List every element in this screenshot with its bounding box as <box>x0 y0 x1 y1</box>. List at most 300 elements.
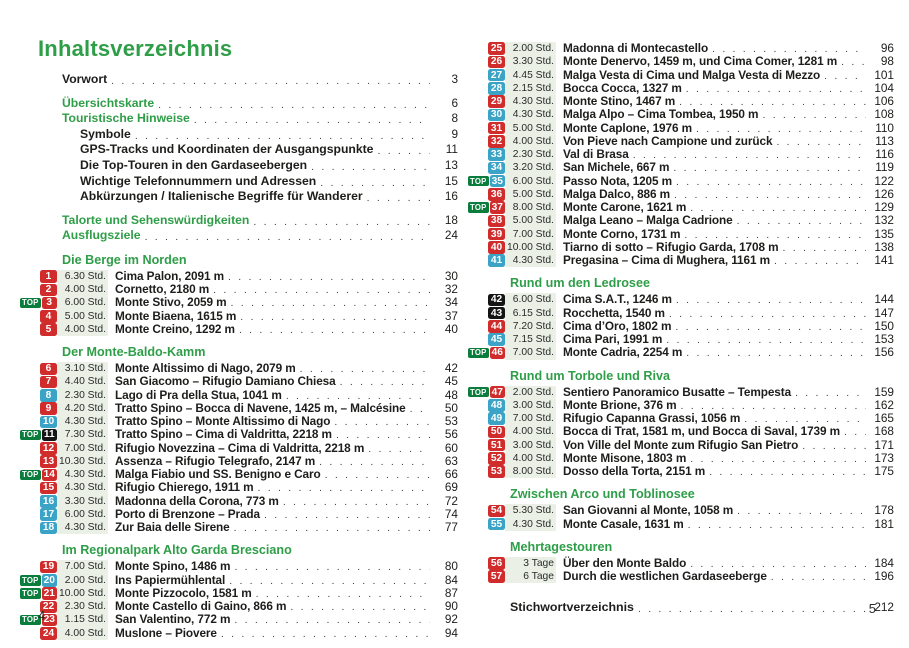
tour-title: Val di Brasa <box>563 147 629 161</box>
tour-duration: 4.30 Std. <box>57 481 108 494</box>
badge-gutter <box>20 389 57 402</box>
tour-entry <box>468 504 894 517</box>
tour-entry <box>468 201 894 214</box>
badge-gutter <box>20 442 57 455</box>
dot-leader <box>795 387 866 400</box>
tour-duration: 2.30 Std. <box>57 600 108 613</box>
tour-entry <box>20 508 458 521</box>
tour-page-number: 178 <box>874 503 894 518</box>
tour-title: San Valentino, 772 m <box>115 612 231 627</box>
tour-page-number: 60 <box>444 440 458 455</box>
tour-title: San Michele, 667 m <box>563 160 670 175</box>
tour-page-number: 74 <box>444 506 458 521</box>
tour-title: Monte Altissimo di Nago, 2079 m <box>115 361 296 376</box>
dot-leader <box>253 215 430 230</box>
badge-gutter <box>468 557 505 570</box>
top-badge: TOP <box>22 575 39 585</box>
dot-leader <box>283 496 430 509</box>
dot-leader <box>290 601 430 614</box>
tour-page-number: 98 <box>880 54 894 69</box>
tour-entry <box>468 148 894 161</box>
tour-entry <box>20 270 458 283</box>
tour-page-number: 45 <box>444 374 458 389</box>
dot-leader <box>264 509 430 522</box>
dot-leader <box>300 363 430 376</box>
dot-leader <box>680 400 866 413</box>
tour-number-badge: 54 <box>488 505 505 518</box>
tour-entry <box>20 627 458 640</box>
tour-title: Monte Casale, 1631 m <box>563 516 684 531</box>
tour-number-badge: 22 <box>40 601 57 614</box>
tour-title: Malga Dalco, 886 m <box>563 186 671 201</box>
tour-page-number: 184 <box>874 555 894 570</box>
tour-entry <box>468 55 894 68</box>
tour-number-badge: 17 <box>40 508 57 521</box>
dot-leader <box>774 255 866 268</box>
tour-number-badge: 1 <box>40 270 57 283</box>
tour-duration: 4.30 Std. <box>57 415 108 428</box>
tour-title: Rifugio Chierego, 1911 m <box>115 480 254 495</box>
tour-title: Dosso della Torta, 2151 m <box>563 464 706 478</box>
tour-number-badge: 18 <box>40 522 57 535</box>
badge-gutter <box>468 175 505 188</box>
tour-title: Monte Corno, 1731 m <box>563 226 681 241</box>
tour-number-badge: 27 <box>488 69 505 82</box>
tour-sections-right <box>468 42 894 583</box>
badge-gutter <box>468 162 505 175</box>
badge-gutter <box>468 95 505 108</box>
tour-entry <box>20 442 458 455</box>
dot-leader <box>367 191 430 206</box>
tour-entry <box>468 386 894 399</box>
front-matter-page-number: 3 <box>451 72 458 86</box>
badge-gutter <box>468 82 505 95</box>
tour-duration: 5.00 Std. <box>505 122 556 135</box>
tour-page-number: 69 <box>444 480 458 495</box>
tour-number-badge: 34 <box>488 162 505 175</box>
tour-page-number: 126 <box>874 186 894 201</box>
tour-duration: 4.00 Std. <box>505 452 556 465</box>
tour-duration: 4.30 Std. <box>57 521 108 534</box>
tour-number-badge: 13 <box>40 455 57 468</box>
front-matter-label: Vorwort <box>62 72 108 86</box>
dot-leader <box>221 628 430 641</box>
tour-entry <box>20 375 458 388</box>
tour-title: Monte Stivo, 2059 m <box>115 295 227 310</box>
front-matter-page-number: 24 <box>444 228 458 243</box>
tour-duration: 7.00 Std. <box>505 228 556 241</box>
section-heading: Der Monte-Baldo-Kamm <box>62 345 206 360</box>
badge-gutter <box>468 56 505 69</box>
tour-page-number: 66 <box>444 467 458 482</box>
tour-duration: 4.00 Std. <box>57 283 108 296</box>
tour-entry <box>20 362 458 375</box>
tour-title: Bocca di Trat, 1581 m, und Bocca di Saval, 1739 m <box>563 424 841 439</box>
tour-entry <box>20 389 458 402</box>
dot-leader <box>234 561 430 574</box>
tour-title: Monte Pizzocolo, 1581 m <box>115 585 252 600</box>
tour-title: Monte Spino, 1486 m <box>115 559 231 574</box>
dot-leader <box>690 558 866 571</box>
tour-page-number: 159 <box>874 384 894 399</box>
tour-number-badge: 35 <box>490 175 506 188</box>
tour-page-number: 168 <box>874 424 894 439</box>
badge-gutter <box>468 439 505 452</box>
tour-entry <box>468 412 894 425</box>
front-matter-label: Touristische Hinweise <box>62 111 190 126</box>
tour-duration: 7.00 Std. <box>57 560 108 573</box>
tour-title: Rifugio Capanna Grassi, 1056 m <box>563 411 741 425</box>
badge-gutter <box>20 402 57 415</box>
tour-duration: 7.00 Std. <box>505 412 556 425</box>
front-matter-entry <box>20 213 458 229</box>
badge-gutter <box>468 109 505 122</box>
toc-page-left <box>20 36 458 640</box>
tour-duration: 8.00 Std. <box>505 465 556 478</box>
tour-title: Cima d’Oro, 1802 m <box>563 318 672 333</box>
tour-number-badge: 16 <box>40 495 57 508</box>
top-badge: TOP <box>22 298 39 308</box>
tour-title: Monte Biaena, 1615 m <box>115 308 237 323</box>
tour-entry <box>468 135 894 148</box>
front-matter-entry <box>20 111 458 127</box>
toc-page-right <box>468 42 894 616</box>
tour-duration: 2.30 Std. <box>505 148 556 161</box>
tour-page-number: 34 <box>444 295 458 310</box>
dot-leader <box>258 482 430 495</box>
tour-title: Durch die westlichen Gardaseeberge <box>563 569 767 583</box>
tour-duration: 10.30 Std. <box>57 455 108 468</box>
tour-duration: 6.15 Std. <box>505 307 556 320</box>
badge-gutter <box>468 201 505 214</box>
badge-gutter <box>468 188 505 201</box>
tour-duration: 5.00 Std. <box>57 310 108 323</box>
tour-duration: 7.15 Std. <box>505 333 556 346</box>
dot-leader <box>135 129 430 144</box>
badge-gutter <box>468 122 505 135</box>
badge-gutter <box>20 323 57 336</box>
badge-gutter <box>468 254 505 267</box>
tour-duration: 3 Tage <box>505 557 556 570</box>
front-matter-entry <box>20 142 458 158</box>
tour-duration: 4.30 Std. <box>505 254 556 267</box>
section-heading: Die Berge im Norden <box>62 252 187 267</box>
tour-duration: 2.15 Std. <box>505 82 556 95</box>
tour-entry <box>468 346 894 359</box>
tour-page-number: 77 <box>444 520 458 535</box>
tour-number-badge: 53 <box>488 465 505 478</box>
front-matter-page-number: 16 <box>444 189 458 204</box>
right-folio: 5 <box>868 601 876 616</box>
tour-page-number: 32 <box>444 282 458 297</box>
tour-page-number: 150 <box>874 318 894 333</box>
tour-entry <box>20 310 458 323</box>
front-matter-entry <box>20 189 458 205</box>
tour-title: San Giacomo – Rifugio Damiano Chiesa <box>115 374 336 389</box>
dot-leader <box>782 242 866 255</box>
tour-number-badge: 10 <box>40 416 57 429</box>
tour-duration: 3.30 Std. <box>505 55 556 68</box>
tour-title: Madonna di Montecastello <box>563 41 709 55</box>
tour-title: Monte Stino, 1467 m <box>563 94 676 108</box>
tour-number-badge: 38 <box>488 215 505 228</box>
front-matter-label: Symbole <box>80 126 131 141</box>
tour-title: Zur Baia delle Sirene <box>115 520 230 535</box>
tour-page-number: 110 <box>875 120 894 135</box>
tour-number-badge: 24 <box>40 627 57 640</box>
tour-duration: 2.30 Std. <box>57 389 108 402</box>
front-matter-label: GPS-Tracks und Koordinaten der Ausgangspunkte <box>80 142 374 157</box>
tour-number-badge: 25 <box>488 42 505 55</box>
tour-duration: 4.00 Std. <box>57 627 108 640</box>
tour-entry <box>468 228 894 241</box>
dot-leader <box>325 469 430 482</box>
section-heading: Im Regionalpark Alto Garda Bresciano <box>62 543 292 558</box>
dot-leader <box>690 202 866 215</box>
dot-leader <box>234 614 430 627</box>
badge-gutter <box>468 505 505 518</box>
badge-gutter <box>468 69 505 82</box>
dot-leader <box>673 162 866 175</box>
dot-leader <box>319 456 430 469</box>
top-badge: TOP <box>22 588 39 598</box>
dot-leader <box>696 123 866 136</box>
tour-page-number: 116 <box>875 147 894 161</box>
badge-gutter <box>468 399 505 412</box>
tour-duration: 3.00 Std. <box>505 399 556 412</box>
tour-page-number: 132 <box>874 213 894 228</box>
badge-gutter <box>468 386 505 399</box>
tour-entry <box>20 323 458 336</box>
badge-gutter <box>20 429 57 442</box>
dot-leader <box>666 334 866 347</box>
front-matter-entry <box>20 174 458 190</box>
section-heading: Rund um Torbole und Riva <box>510 368 670 383</box>
tour-entry <box>468 161 894 174</box>
tour-page-number: 156 <box>874 345 894 360</box>
dot-leader <box>844 426 866 439</box>
tour-number-badge: 49 <box>488 412 505 425</box>
tour-entry <box>20 600 458 613</box>
front-matter-page-number: 13 <box>444 157 458 172</box>
front-matter-label: Talorte und Sehenswürdigkeiten <box>62 212 250 227</box>
tour-duration: 3.20 Std. <box>505 161 556 174</box>
tour-number-badge: 30 <box>488 109 505 122</box>
dot-leader <box>824 70 866 83</box>
tour-number-badge: 42 <box>488 294 505 307</box>
tour-title: Von Ville del Monte zum Rifugio San Pietro <box>563 437 799 452</box>
badge-gutter <box>20 574 57 587</box>
front-matter-label: Übersichtskarte <box>62 95 155 110</box>
tour-number-badge: 48 <box>488 399 505 412</box>
tour-duration: 4.45 Std. <box>505 69 556 82</box>
tour-number-badge: 11 <box>42 429 58 442</box>
tour-title: Porto di Brenzone – Prada <box>115 506 260 521</box>
tour-title: Passo Nota, 1205 m <box>563 173 673 188</box>
badge-gutter <box>20 310 57 323</box>
tour-duration: 6.00 Std. <box>57 296 108 309</box>
tour-title: San Giovanni al Monte, 1058 m <box>563 503 734 518</box>
top-badge: TOP <box>470 203 487 212</box>
dot-leader <box>676 294 866 307</box>
badge-gutter <box>20 482 57 495</box>
dot-leader <box>776 136 866 149</box>
badge-gutter <box>468 570 505 583</box>
tour-page-number: 37 <box>444 308 458 323</box>
tour-entry <box>20 521 458 534</box>
tour-duration: 7.30 Std. <box>57 428 108 441</box>
dot-leader <box>239 324 430 337</box>
dot-leader <box>377 144 430 159</box>
tour-number-badge: 21 <box>42 587 58 600</box>
badge-gutter <box>20 522 57 535</box>
badge-gutter <box>20 469 57 482</box>
tour-entry <box>20 574 458 587</box>
tour-number-badge: 7 <box>40 376 57 389</box>
tour-title: Monte Denervo, 1459 m, und Cima Comer, 1281 m <box>563 54 838 69</box>
tour-number-badge: 45 <box>488 333 505 346</box>
tour-title: Pregasina – Cima di Mughera, 1161 m <box>563 253 770 267</box>
badge-gutter <box>20 416 57 429</box>
front-matter-page-number: 18 <box>444 212 458 227</box>
tour-duration: 7.00 Std. <box>505 346 556 359</box>
tour-title: Monte Castello di Gaino, 866 m <box>115 599 287 614</box>
tour-title: Malga Vesta di Cima und Malga Vesta di Mezzo <box>563 67 821 82</box>
tour-number-badge: 6 <box>40 363 57 376</box>
tour-duration: 3.30 Std. <box>57 495 108 508</box>
tour-duration: 2.00 Std. <box>505 42 556 55</box>
tour-entry <box>468 42 894 55</box>
dot-leader <box>686 83 866 96</box>
tour-duration: 4.00 Std. <box>57 323 108 336</box>
tour-number-badge: 2 <box>40 284 57 297</box>
tour-entry <box>468 557 894 570</box>
tour-number-badge: 4 <box>40 310 57 323</box>
tour-number-badge: 33 <box>488 148 505 161</box>
dot-leader <box>145 230 430 245</box>
tour-entry <box>20 296 458 309</box>
dot-leader <box>762 109 866 122</box>
badge-gutter <box>468 228 505 241</box>
front-matter-entry <box>20 72 458 88</box>
tour-page-number: 30 <box>444 268 458 283</box>
dot-leader <box>368 443 430 456</box>
tour-duration: 10.00 Std. <box>57 587 108 600</box>
tour-page-number: 56 <box>444 427 458 442</box>
dot-leader <box>802 440 866 453</box>
tour-title: Über den Monte Baldo <box>563 555 687 570</box>
top-badge: TOP <box>22 470 39 480</box>
tour-number-badge: 56 <box>488 557 505 570</box>
dot-leader <box>311 160 430 175</box>
index-page-number: 212 <box>874 600 894 615</box>
tour-entry <box>20 283 458 296</box>
tour-page-number: 48 <box>444 387 458 402</box>
badge-gutter <box>20 627 57 640</box>
tour-number-badge: 43 <box>488 307 505 320</box>
tour-number-badge: 8 <box>40 389 57 402</box>
tour-number-badge: 15 <box>40 482 57 495</box>
tour-title: Cornetto, 2180 m <box>115 282 210 297</box>
tour-page-number: 147 <box>874 305 894 320</box>
tour-entry <box>468 320 894 333</box>
tour-number-badge: 32 <box>488 135 505 148</box>
badge-gutter <box>468 135 505 148</box>
tour-number-badge: 57 <box>488 570 505 583</box>
tour-entry <box>468 465 894 478</box>
tour-entry <box>468 293 894 306</box>
tour-entry <box>468 254 894 267</box>
tour-page-number: 72 <box>444 493 458 508</box>
tour-duration: 6.00 Std. <box>505 293 556 306</box>
dot-leader <box>334 416 430 429</box>
tour-entry <box>468 214 894 227</box>
front-matter-page-number: 15 <box>444 173 458 188</box>
tour-entry <box>468 570 894 583</box>
dot-leader <box>240 311 430 324</box>
dot-leader <box>679 96 866 109</box>
tour-page-number: 108 <box>874 107 894 122</box>
top-badge: TOP <box>22 430 39 440</box>
top-badge: TOP <box>470 176 487 186</box>
front-matter-entry <box>20 96 458 112</box>
dot-leader <box>231 297 430 310</box>
tour-page-number: 144 <box>874 292 894 307</box>
tour-duration: 5.00 Std. <box>505 188 556 201</box>
front-matter-label: Ausflugsziele <box>62 228 141 243</box>
dot-leader <box>286 390 430 403</box>
tour-entry <box>468 188 894 201</box>
tour-page-number: 50 <box>444 400 458 415</box>
tour-number-badge: 50 <box>488 426 505 439</box>
dot-leader <box>676 176 866 189</box>
tour-page-number: 53 <box>444 414 458 429</box>
dot-leader <box>737 215 866 228</box>
tour-number-badge: 46 <box>490 347 506 360</box>
tour-number-badge: 51 <box>488 439 505 452</box>
tour-duration: 3.00 Std. <box>505 439 556 452</box>
front-matter-label: Abkürzungen / Italienische Begriffe für Wanderer <box>80 189 363 204</box>
tour-entry <box>20 560 458 573</box>
tour-entry <box>468 307 894 320</box>
tour-title: Von Pieve nach Campione und zurück <box>563 133 773 148</box>
badge-gutter <box>468 333 505 346</box>
tour-entry <box>20 587 458 600</box>
tour-page-number: 175 <box>874 464 894 478</box>
tour-page-number: 135 <box>874 226 894 241</box>
tour-duration: 5.00 Std. <box>505 214 556 227</box>
dot-leader <box>712 43 866 56</box>
tour-title: Monte Cadria, 2254 m <box>563 345 683 360</box>
tour-number-badge: 9 <box>40 402 57 415</box>
tour-page-number: 104 <box>874 80 894 95</box>
front-matter-page-number: 6 <box>451 95 458 110</box>
tour-page-number: 113 <box>875 133 894 148</box>
top-badge: TOP <box>470 348 487 358</box>
badge-gutter <box>468 426 505 439</box>
dot-leader <box>336 429 430 442</box>
tour-title: Madonna della Corona, 773 m <box>115 493 279 508</box>
tour-duration: 5.30 Std. <box>505 504 556 517</box>
dot-leader <box>410 403 430 416</box>
badge-gutter <box>468 215 505 228</box>
tour-number-badge: 40 <box>488 241 505 254</box>
tour-title: Monte Brione, 376 m <box>563 397 677 412</box>
dot-leader <box>686 347 866 360</box>
tour-number-badge: 3 <box>42 297 58 310</box>
tour-title: Monte Carone, 1621 m <box>563 200 687 214</box>
index-entry <box>468 600 894 616</box>
